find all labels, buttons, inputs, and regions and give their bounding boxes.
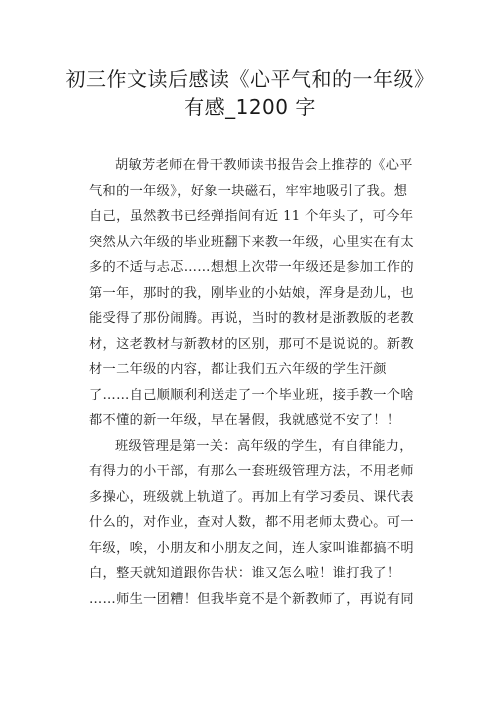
text-line: 了……自己顺顺利利送走了一个毕业班，接手教一个啥 bbox=[89, 387, 414, 403]
text-line: 年级，唉，小朋友和小朋友之间，连人家叫谁都搞不明 bbox=[89, 540, 414, 556]
paragraph-2 bbox=[89, 434, 415, 613]
text-line: 材一二年级的内容，都让我们五六年级的学生汗颜 bbox=[89, 362, 387, 377]
document-title-line-2: 有感_1200 字 bbox=[184, 95, 316, 119]
document-title-line-1: 初三作文读后感读《心平气和的一年级》 bbox=[65, 67, 435, 91]
document-body bbox=[89, 153, 415, 612]
text-line: 白，整天就知道跟你告状：谁又怎么啦！谁打我了！ bbox=[89, 566, 401, 581]
text-line: 胡敏芳老师在骨干教师读书报告会上推荐的《心平 bbox=[115, 158, 413, 173]
text-line: 气和的一年级》，好象一块磁石，牢牢地吸引了我。想 bbox=[89, 183, 408, 199]
text-line: 都不懂的新一年级，早在暑假，我就感觉不安了！！ bbox=[89, 413, 401, 428]
paragraph-1 bbox=[89, 153, 415, 434]
text-line: 什么的，对作业，查对人数，都不用老师太费心。可一 bbox=[89, 515, 414, 530]
text-line: 第一年，那时的我，刚毕业的小姑娘，浑身是劲儿，也 bbox=[89, 285, 414, 301]
text-line: ……师生一团糟！但我毕竟不是个新教师了，再说有同 bbox=[89, 591, 414, 607]
text-line: 材，这老教材与新教材的区别，那可不是说说的。新教 bbox=[89, 336, 414, 352]
text-line: 突然从六年级的毕业班翻下来教一年级，心里实在有太 bbox=[89, 234, 414, 250]
text-line: 多的不适与忐忑……想想上次带一年级还是参加工作的 bbox=[89, 260, 414, 275]
text-line: 自己，虽然教书已经弹指间有近 11 个年头了，可今年 bbox=[89, 209, 414, 224]
text-line: 多操心，班级就上轨道了。再加上有学习委员、课代表 bbox=[89, 489, 414, 505]
text-line: 能受得了那份闹腾。再说，当时的教材是浙教版的老教 bbox=[89, 311, 414, 326]
text-line: 班级管理是第一关：高年级的学生，有自律能力， bbox=[115, 438, 413, 454]
text-line: 有得力的小干部，有那么一套班级管理方法，不用老师 bbox=[89, 464, 414, 479]
